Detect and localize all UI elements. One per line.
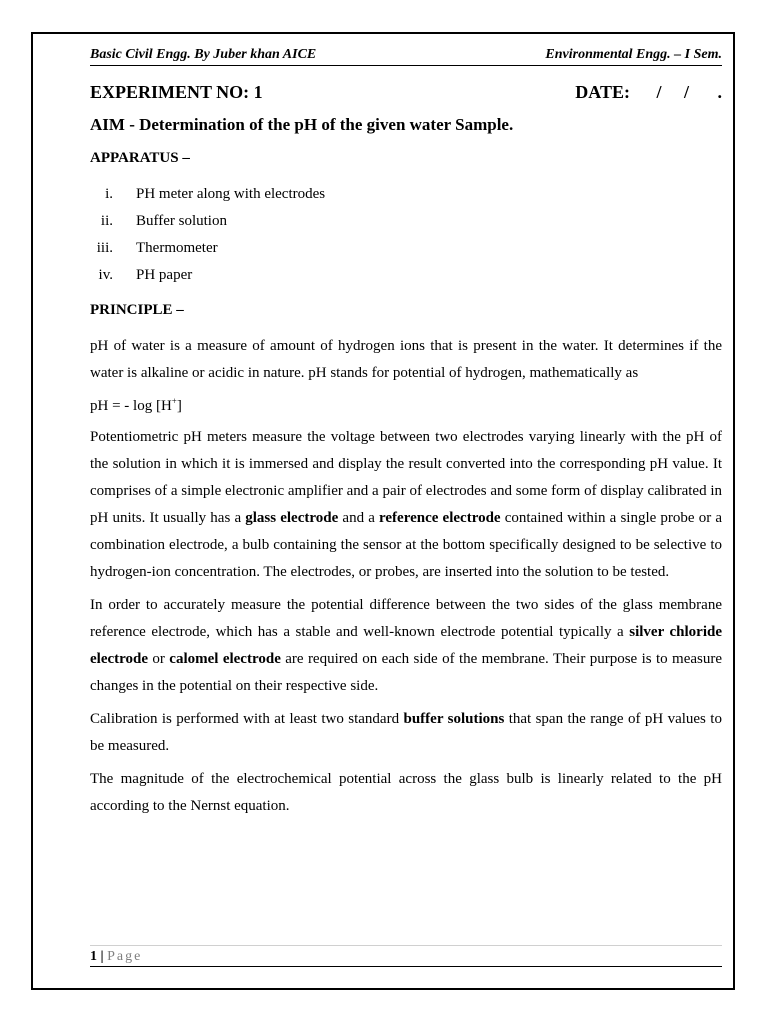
formula-superscript: + [171,396,177,406]
bold-term-buffer-solutions: buffer solutions [403,711,505,727]
paragraph-text: contained within a single probe or a combination electrode, a bulb containing the sensor at the bottom specifically designed to be selective to hydrogen-ion concentration. The electrodes, or probes, are inserted into the solution to be tested. [90,510,722,580]
principle-paragraph-2 [90,424,722,586]
list-item-number: iii. [96,240,113,256]
page-word: Page [107,949,143,964]
experiment-row [90,80,722,104]
paragraph-text: Potentiometric pH meters measure the voltage between two electrodes varying linearly with the pH of the solution in which it is immersed and display the result converted into the corresponding pH value. It comprises of a simple electronic amplifier and a pair of electrodes and some form of display calibrated in pH units. It usually has a [90,429,722,526]
bold-term-glass-electrode: glass electrode [245,510,339,526]
bold-term-silver-chloride-electrode: silver chloride electrode [90,624,722,667]
principle-paragraph-3 [90,592,722,700]
header-left: Basic Civil Engg. By Juber khan AICE [90,47,317,62]
page-footer [90,945,722,967]
list-item [90,235,722,262]
principle-paragraph-1: pH of water is a measure of amount of hydrogen ions that is present in the water. It determines if the water is alkaline or acidic in nature. pH stands for potential of hydrogen, mathematically as [90,338,722,381]
list-item [90,262,722,289]
list-item-text: Thermometer [136,240,218,256]
list-item-text: PH paper [136,267,193,283]
list-item [90,181,722,208]
formula-base: pH = - log [H [90,398,172,414]
date-separator: / [683,82,689,102]
principle-heading: PRINCIPLE – [90,302,184,318]
header-right: Environmental Engg. – I Sem. [545,47,722,62]
paragraph-text: In order to accurately measure the potential difference between the two sides of the glass membrane reference electrode, which has a stable and well-known electrode potential typically a [90,597,722,640]
formula-end: ] [176,398,182,414]
paragraph-text: Calibration is performed with at least two standard [90,711,404,727]
list-item [90,208,722,235]
running-header [90,46,722,66]
bold-term-calomel-electrode: calomel electrode [169,651,281,667]
paragraph-text: and a [338,510,380,526]
footer-separator: | [100,949,104,964]
date-separator: / [656,82,662,102]
ph-formula [90,393,722,420]
bold-term-reference-electrode: reference electrode [379,510,501,526]
list-item-number: ii. [100,213,113,229]
list-item-text: Buffer solution [136,213,227,229]
paragraph-text: are required on each side of the membrane. Their purpose is to measure changes in the potential on their respective side. [90,651,723,694]
paragraph-text: or [148,651,170,667]
list-item-text: PH meter along with electrodes [136,186,326,202]
experiment-number: EXPERIMENT NO: 1 [90,82,263,102]
document-body [90,46,722,820]
date-end: . [717,82,722,102]
apparatus-heading: APPARATUS – [90,150,190,166]
principle-paragraph-5: The magnitude of the electrochemical potential across the glass bulb is linearly related to the pH according to the Nernst equation. [90,771,722,814]
page-number: 1 [90,949,97,964]
list-item-number: iv. [98,267,113,283]
principle-paragraph-4 [90,706,722,760]
aim-title: AIM - Determination of the pH of the given water Sample. [90,115,514,134]
date-label: DATE: [575,82,630,102]
apparatus-list [90,181,722,289]
list-item-number: i. [105,186,113,202]
date-field [575,80,722,104]
paragraph-text: that span the range of pH values to be measured. [90,711,722,754]
